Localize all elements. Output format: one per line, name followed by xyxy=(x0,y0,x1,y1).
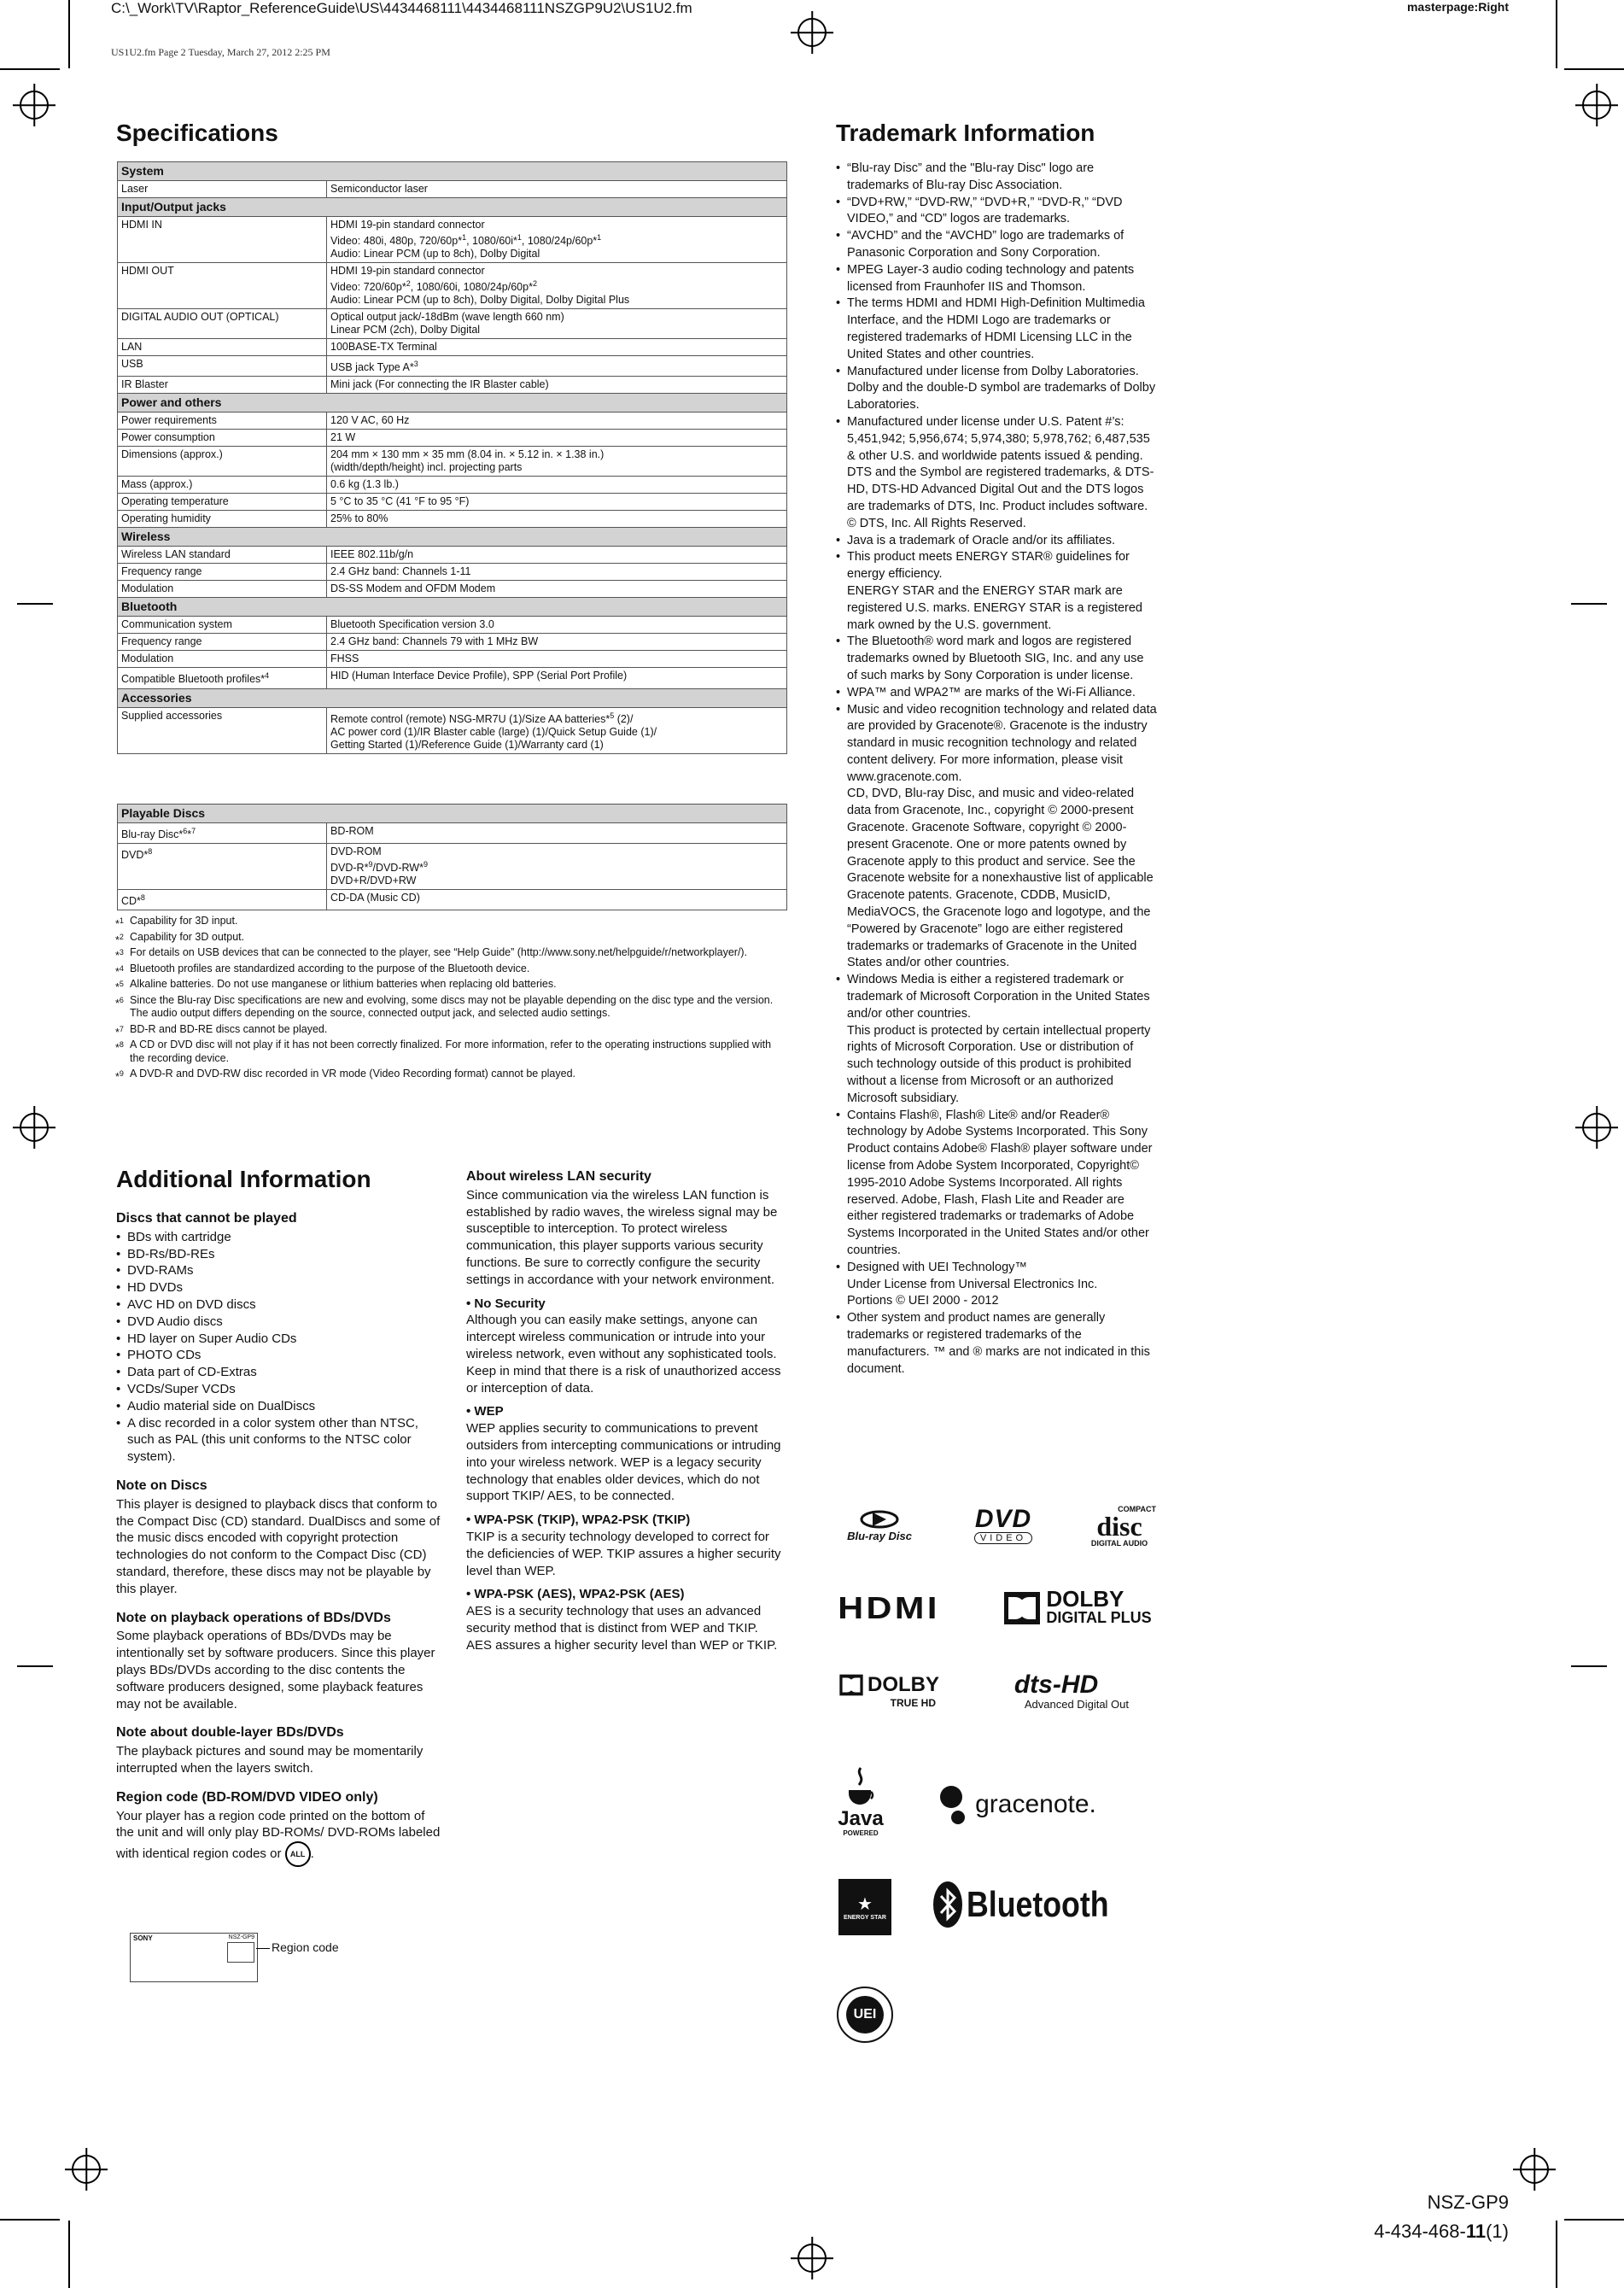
wireless-heading: About wireless LAN security xyxy=(466,1169,651,1184)
energy-star-text: ENERGY STAR xyxy=(844,1915,886,1921)
footnotes xyxy=(115,915,786,1084)
spec-label: USB xyxy=(118,356,327,377)
table-row xyxy=(118,356,787,377)
registration-mark xyxy=(797,2244,827,2273)
gracenote-logo-text: gracenote. xyxy=(975,1790,1096,1818)
registration-mark xyxy=(1582,1113,1611,1142)
java-sub-text: POWERED xyxy=(843,1829,879,1837)
section-name: Power and others xyxy=(118,394,787,413)
spec-label: IR Blaster xyxy=(118,377,327,394)
security-text: Although you can easily make settings, anyone can intercept wireless communication or intrude into your wireless network, even without any sophisticated tools. Keep in mind that there is a risk of unauthorized access or interception of data. xyxy=(466,1313,781,1396)
table-row xyxy=(118,494,787,511)
table-row xyxy=(118,564,787,581)
trademark-item: • Designed with UEI Technology™ Under License from Universal Electronics Inc. Portions © UEI 2000 - 2012 xyxy=(836,1260,1157,1310)
security-text: WEP applies security to communications to prevent outsiders from intercepting communications or intruding into your wireless network. WEP is a legacy security technology that enables older devices, which do not support TKIP/ AES, to be connected. xyxy=(466,1421,781,1504)
list-item: • HD DVDs xyxy=(116,1279,441,1296)
spec-value: Semiconductor laser xyxy=(327,181,787,198)
footnote-mark: *$^8$ xyxy=(115,1040,124,1055)
spec-value: DS-SS Modem and OFDM Modem xyxy=(327,581,787,598)
java-logo xyxy=(832,1754,890,1848)
trademark-item: • “DVD+RW,” “DVD-RW,” “DVD+R,” “DVD-R,” “DVD VIDEO,” and “CD” logos are trademarks. xyxy=(836,195,1157,229)
registration-mark xyxy=(20,1113,49,1142)
registration-mark xyxy=(1582,91,1611,120)
spec-label: Blu-ray Disc*$^6$*$^7$ xyxy=(118,823,327,844)
table-row xyxy=(118,377,787,394)
crop-mark xyxy=(1556,2221,1557,2288)
trademark-item: • Manufactured under license from Dolby Laboratories. Dolby and the double-D symbol are trademarks of Dolby Laboratories. xyxy=(836,364,1157,414)
spec-value: 2.4 GHz band: Channels 79 with 1 MHz BW xyxy=(327,634,787,651)
section-name: Wireless xyxy=(118,528,787,547)
list-item: • PHOTO CDs xyxy=(116,1347,441,1364)
trademark-item: • Other system and product names are generally trademarks or registered trademarks of the manufacturers. ™ and ® marks are not indicated in this document. xyxy=(836,1310,1157,1378)
security-item xyxy=(466,1296,786,1397)
dvd-logo-sub: VIDEO xyxy=(974,1532,1032,1544)
table-row xyxy=(118,217,787,263)
crop-mark xyxy=(68,0,70,68)
bluray-disc-icon xyxy=(860,1509,899,1530)
spec-value: HDMI 19-pin standard connector Video: 720/60p*$^2$, 1080/60i, 1080/24p/60p*$^2$ Audio: Linear PCM (up to 8ch), Dolby Digital, Dolby Digital Plus xyxy=(327,263,787,309)
dolby-truehd-logo xyxy=(833,1668,944,1714)
table-row xyxy=(118,890,787,910)
table-row xyxy=(118,263,787,309)
spec-label: DVD*$^8$ xyxy=(118,844,327,890)
side-mark xyxy=(17,1665,53,1667)
footnote-mark: *$^2$ xyxy=(115,932,124,946)
registration-mark xyxy=(20,91,49,120)
spec-value: FHSS xyxy=(327,651,787,668)
discs-heading: Discs that cannot be played xyxy=(116,1211,297,1226)
dts-logo-text: dts-HD xyxy=(1014,1670,1099,1699)
footnote-mark: *$^5$ xyxy=(115,980,124,994)
spec-label: CD*$^8$ xyxy=(118,890,327,910)
trademark-title: Trademark Information xyxy=(836,120,1095,146)
side-mark xyxy=(1571,603,1607,605)
list-item: • BDs with cartridge xyxy=(116,1229,441,1246)
security-label: • WPA-PSK (TKIP), WPA2-PSK (TKIP) xyxy=(466,1513,691,1528)
footnote: *$^9$ A DVD-R and DVD-RW disc recorded in VR mode (Video Recording format) cannot be played. xyxy=(115,1068,575,1084)
crop-mark xyxy=(0,68,60,70)
spec-label: Communication system xyxy=(118,617,327,634)
security-label: • No Security xyxy=(466,1296,546,1311)
spec-label: Power requirements xyxy=(118,413,327,430)
trademark-item: • Java is a trademark of Oracle and/or its affiliates. xyxy=(836,533,1157,550)
security-label: • WPA-PSK (AES), WPA2-PSK (AES) xyxy=(466,1587,685,1602)
footnote: *$^5$ Alkaline batteries. Do not use manganese or lithium batteries when replacing old batteries. xyxy=(115,978,557,994)
spec-label: LAN xyxy=(118,339,327,356)
table-row xyxy=(118,339,787,356)
spec-label: Modulation xyxy=(118,651,327,668)
table-row xyxy=(118,844,787,890)
trademark-list xyxy=(836,161,1157,1378)
trademark-item: • Windows Media is either a registered trademark or trademark of Microsoft Corporation in the United States and/or other countries. This product is protected by certain intellectual property rights of Microsoft Corporation. Use or distribution of such technology outside of this product is prohibited without a license from Microsoft or an authorized Microsoft subsidiary. xyxy=(836,972,1157,1107)
crop-mark xyxy=(1564,2219,1624,2221)
fm-info: US1U2.fm Page 2 Tuesday, March 27, 2012 2:25 PM xyxy=(111,46,330,58)
footnote-mark: *$^6$ xyxy=(115,995,124,1009)
security-item xyxy=(466,1403,786,1505)
spec-value: Mini jack (For connecting the IR Blaster cable) xyxy=(327,377,787,394)
region-label-box xyxy=(227,1942,254,1963)
trademark-item: • The Bluetooth® word mark and logos are registered trademarks owned by Bluetooth SIG, Inc. and any use of such marks by Sony Corporation is under license. xyxy=(836,634,1157,684)
spec-label: HDMI OUT xyxy=(118,263,327,309)
dolby-truehd-text: DOLBY xyxy=(867,1673,939,1696)
section-name: Accessories xyxy=(118,688,787,707)
spec-value: 0.6 kg (1.3 lb.) xyxy=(327,477,787,494)
spec-label: Operating humidity xyxy=(118,511,327,528)
spec-value: 21 W xyxy=(327,430,787,447)
spec-value: Remote control (remote) NSG-MR7U (1)/Size AA batteries*$^5$ (2)/ AC power cord (1)/IR Blaster cable (large) (1)/Quick Setup Guide (1)/ Getting Started (1)/Reference Guide (1)/Warranty card (1) xyxy=(327,707,787,753)
spec-value: HID (Human Interface Device Profile), SPP (Serial Port Profile) xyxy=(327,668,787,688)
dvd-logo-text: DVD xyxy=(974,1505,1032,1533)
security-text: AES is a security technology that uses an advanced security method that is distinct from WEP and TKIP. AES assures a higher security level than WEP or TKIP. xyxy=(466,1604,778,1653)
footnote: *$^7$ BD-R and BD-RE discs cannot be played. xyxy=(115,1022,328,1039)
region-leader-line xyxy=(256,1948,270,1949)
spec-label: Mass (approx.) xyxy=(118,477,327,494)
compact-disc-logo xyxy=(1083,1501,1156,1551)
table-row xyxy=(118,447,787,477)
spec-label: Compatible Bluetooth profiles*$^4$ xyxy=(118,668,327,688)
crop-mark xyxy=(1556,0,1557,68)
spec-label: Dimensions (approx.) xyxy=(118,447,327,477)
spec-value: 100BASE-TX Terminal xyxy=(327,339,787,356)
footer-code-prefix: 4-434-468- xyxy=(1374,2221,1466,2242)
spec-value: 25% to 80% xyxy=(327,511,787,528)
gracenote-icon xyxy=(936,1783,970,1826)
security-text: TKIP is a security technology developed to correct for the deficiencies of WEP. TKIP assures a higher security level than WEP. xyxy=(466,1529,781,1578)
table-row xyxy=(118,668,787,688)
table-row xyxy=(118,617,787,634)
list-item: • AVC HD on DVD discs xyxy=(116,1296,441,1314)
spec-value: CD-DA (Music CD) xyxy=(327,890,787,910)
list-item: • BD-Rs/BD-REs xyxy=(116,1246,441,1263)
spec-value: DVD-ROM DVD-R*$^9$/DVD-RW*$^9$ DVD+R/DVD+RW xyxy=(327,844,787,890)
table-row xyxy=(118,413,787,430)
spec-label: Frequency range xyxy=(118,634,327,651)
dts-sub-text: Advanced Digital Out xyxy=(1024,1697,1129,1711)
table-section-header xyxy=(118,688,787,707)
hdmi-logo-text: HDMI xyxy=(838,1590,940,1625)
footnote: *$^6$ Since the Blu-ray Disc specifications are new and evolving, some discs may not be playable depending on the disc type and the version. The audio output differs depending on the source, connected output jack, and selected audio settings. xyxy=(115,993,774,1019)
trademark-item: • MPEG Layer-3 audio coding technology and patents licensed from Fraunhofer IIS and Thomson. xyxy=(836,262,1157,296)
spec-value: Optical output jack/-18dBm (wave length 660 nm) Linear PCM (2ch), Dolby Digital xyxy=(327,309,787,339)
section-name: Input/Output jacks xyxy=(118,198,787,217)
table-row xyxy=(118,511,787,528)
registration-mark xyxy=(797,18,827,47)
bluetooth-logo xyxy=(931,1875,1136,1934)
table-row xyxy=(118,430,787,447)
crop-mark xyxy=(1564,68,1624,70)
all-region-icon: ALL xyxy=(285,1841,311,1867)
security-label: • WEP xyxy=(466,1404,504,1419)
gracenote-logo xyxy=(932,1778,1100,1831)
dts-hd-logo xyxy=(984,1667,1129,1715)
table-row xyxy=(118,707,787,753)
spec-value: IEEE 802.11b/g/n xyxy=(327,547,787,564)
energy-star-icon: ★ xyxy=(857,1895,873,1914)
dolby-top-text: DOLBY xyxy=(1046,1586,1125,1612)
spec-label: HDMI IN xyxy=(118,217,327,263)
note-playback-text: Some playback operations of BDs/DVDs may be intentionally set by software producers. Since this player plays BDs/DVDs according to the disc contents the software producers designed, some playback features may not be available. xyxy=(116,1629,435,1712)
bluray-logo-text: Blu-ray Disc xyxy=(847,1529,912,1542)
region-heading: Region code (BD-ROM/DVD VIDEO only) xyxy=(116,1789,378,1805)
footer-code-suffix: (1) xyxy=(1486,2221,1509,2242)
dolby-double-d-icon xyxy=(838,1674,864,1696)
note-discs-text: This player is designed to playback discs that conform to the Compact Disc (CD) standard. DualDiscs and some of the music discs encoded with copyright protection technologies do not conform to the Compact Disc (CD) standard, therefore, these discs may not be playable by this player. xyxy=(116,1496,441,1596)
footnote-mark: *$^3$ xyxy=(115,948,124,963)
footer-code-bold: 11 xyxy=(1465,2221,1487,2242)
bluetooth-icon xyxy=(932,1881,963,1928)
spec-label: Power consumption xyxy=(118,430,327,447)
registration-mark xyxy=(72,2155,101,2184)
footnote-mark: *$^7$ xyxy=(115,1024,124,1039)
trademark-item: • This product meets ENERGY STAR® guidelines for energy efficiency. ENERGY STAR and the ENERGY STAR mark are registered U.S. marks. ENERGY STAR is a registered mark owned by the U.S. government. xyxy=(836,549,1157,634)
java-logo-text: Java xyxy=(838,1806,884,1830)
specifications-title: Specifications xyxy=(116,120,278,146)
table-section-header xyxy=(118,528,787,547)
list-item: • DVD Audio discs xyxy=(116,1314,441,1331)
bluetooth-logo-text: Bluetooth xyxy=(967,1884,1109,1924)
region-code-illustration xyxy=(130,1933,258,1982)
trademark-item: • Music and video recognition technology and related data are provided by Gracenote®. Gracenote is the industry standard in music recognition technology and related content delivery. For more information, please visit www.gracenote.com. CD, DVD, Blu-ray Disc, and music and video-related data from Gracenote, Inc., copyright © 2000-present Gracenote. Gracenote Software, copyright © 2000-present Gracenote. One or more patents owned by Gracenote apply to this product and service. See the Gracenote website for a nonexhaustive list of applicable Gracenote patents. Gracenote, CDDB, MusicID, MediaVOCS, the Gracenote logo and logotype, and the “Powered by Gracenote” logo are either registered trademarks or trademarks of Gracenote in the United States and/or other countries. xyxy=(836,702,1157,973)
trademark-item: • “Blu-ray Disc” and the "Blu-ray Disc" logo are trademarks of Blu-ray Disc Association. xyxy=(836,161,1157,195)
table-row xyxy=(118,181,787,198)
list-item: • A disc recorded in a color system other than NTSC, such as PAL (this unit conforms to the NTSC color system). xyxy=(116,1415,441,1466)
spec-label: Operating temperature xyxy=(118,494,327,511)
footnote: *$^1$ Capability for 3D input. xyxy=(115,915,238,931)
section-name: System xyxy=(118,162,787,181)
bluray-logo xyxy=(837,1503,922,1548)
spec-value: HDMI 19-pin standard connector Video: 480i, 480p, 720/60p*$^1$, 1080/60i*$^1$, 1080/24p/60p*$^1$ Audio: Linear PCM (up to 8ch), Dolby Digital xyxy=(327,217,787,263)
table-section-header xyxy=(118,805,787,823)
trademark-item: • Contains Flash®, Flash® Lite® and/or Reader® technology by Adobe Systems Incorporated. This Sony Product contains Adobe® Flash® player software under license from Adobe System Incorporated, Copyright© 1995-2010 Adobe Systems Incorporated. All rights reserved. Adobe, Flash, Flash Lite and Reader are either registered trademarks or trademarks of Adobe Systems Incorporated in the United States and/or other countries. xyxy=(836,1108,1157,1260)
additional-info-title: Additional Information xyxy=(116,1166,371,1192)
wireless-text: Since communication via the wireless LAN function is established by radio waves, the wireless signal may be susceptible to interception. To protect wireless communication, this player supports various security functions. Be sure to correctly configure the security settings in accordance with your network environment. xyxy=(466,1187,778,1287)
spec-label: Frequency range xyxy=(118,564,327,581)
hdmi-logo xyxy=(837,1589,941,1628)
security-list xyxy=(466,1296,786,1654)
footnote: *$^3$ For details on USB devices that can be connected to the player, see “Help Guide” (http://www.sony.net/helpguide/r/networkplayer/). xyxy=(115,946,748,963)
spec-label: Laser xyxy=(118,181,327,198)
masterpage-label: masterpage:Right xyxy=(1406,0,1509,14)
note-playback-heading: Note on playback operations of BDs/DVDs xyxy=(116,1610,391,1625)
trademark-item: • WPA™ and WPA2™ are marks of the Wi-Fi Alliance. xyxy=(836,685,1157,702)
dolby-bot-text: DIGITAL PLUS xyxy=(1046,1609,1152,1626)
spec-value: 120 V AC, 60 Hz xyxy=(327,413,787,430)
crop-mark xyxy=(0,2219,60,2221)
playable-discs-table xyxy=(117,804,787,910)
table-section-header xyxy=(118,598,787,617)
additional-left-column xyxy=(116,1200,441,1867)
spec-value: 2.4 GHz band: Channels 1-11 xyxy=(327,564,787,581)
registration-mark xyxy=(1520,2155,1549,2184)
security-item xyxy=(466,1512,786,1579)
region-model: NSZ-GP9 xyxy=(228,1934,254,1940)
table-row xyxy=(118,581,787,598)
table-section-header xyxy=(118,162,787,181)
spec-value: 204 mm × 130 mm × 35 mm (8.04 in. × 5.12 in. × 1.38 in.) (width/depth/height) incl. projecting parts xyxy=(327,447,787,477)
energy-star-logo xyxy=(838,1879,891,1935)
region-text-body: Your player has a region code printed on the bottom of the unit and will only play BD-ROMs/ DVD-ROMs labeled with identical region codes or xyxy=(116,1808,441,1862)
specifications-table xyxy=(117,161,787,754)
security-item xyxy=(466,1586,786,1653)
trademark-item: • Manufactured under license under U.S. Patent #’s: 5,451,942; 5,956,674; 5,974,380; 5,978,762; 6,487,535 & other U.S. and worldwide patents issued & pending. DTS and the Symbol are registered trademarks, & DTS-HD, DTS-HD Advanced Digital Out and the DTS logos are trademarks of DTS, Inc. Product includes software. © DTS, Inc. All Rights Reserved. xyxy=(836,414,1157,533)
footer-model: NSZ-GP9 xyxy=(1427,2191,1509,2213)
trademark-item: • “AVCHD” and the “AVCHD” logo are trademarks of Panasonic Corporation and Sony Corporation. xyxy=(836,228,1157,262)
truehd-text: TRUE HD xyxy=(890,1697,936,1709)
cd-bot: DIGITAL AUDIO xyxy=(1090,1539,1148,1548)
table-row xyxy=(118,309,787,339)
region-code-label: Region code xyxy=(272,1940,339,1954)
table-row xyxy=(118,477,787,494)
region-brand: SONY xyxy=(133,1934,153,1942)
list-item: • VCDs/Super VCDs xyxy=(116,1381,441,1398)
uei-logo xyxy=(837,1987,893,2043)
cd-mid: disc xyxy=(1096,1511,1142,1542)
list-item: • HD layer on Super Audio CDs xyxy=(116,1331,441,1348)
dvd-logo xyxy=(965,1501,1042,1549)
spec-label: Wireless LAN standard xyxy=(118,547,327,564)
list-item: • DVD-RAMs xyxy=(116,1262,441,1279)
footnote: *$^8$ A CD or DVD disc will not play if it has not been correctly finalized. For more information, refer to the operating instructions supplied with the recording device. xyxy=(115,1039,772,1064)
spec-value: 5 °C to 35 °C (41 °F to 95 °F) xyxy=(327,494,787,511)
spec-value: Bluetooth Specification version 3.0 xyxy=(327,617,787,634)
footnote-mark: *$^4$ xyxy=(115,963,124,978)
footnote-mark: *$^1$ xyxy=(115,916,124,931)
spec-value: USB jack Type A*$^3$ xyxy=(327,356,787,377)
java-cup-icon xyxy=(844,1766,878,1809)
table-row xyxy=(118,823,787,844)
crop-mark xyxy=(68,2221,70,2288)
spec-label: DIGITAL AUDIO OUT (OPTICAL) xyxy=(118,309,327,339)
table-row xyxy=(118,547,787,564)
additional-right-column xyxy=(466,1168,786,1654)
cd-top: COMPACT xyxy=(1118,1505,1156,1513)
spec-label: Modulation xyxy=(118,581,327,598)
note-double-text: The playback pictures and sound may be momentarily interrupted when the layers switch. xyxy=(116,1744,424,1776)
section-name: Playable Discs xyxy=(118,805,787,823)
file-path: C:\_Work\TV\Raptor_ReferenceGuide\US\4434468111\4434468111NSZGP9U2\US1U2.fm xyxy=(111,0,692,16)
discs-list xyxy=(116,1229,441,1466)
side-mark xyxy=(17,603,53,605)
table-row xyxy=(118,651,787,668)
trademark-item: • The terms HDMI and HDMI High-Definition Multimedia Interface, and the HDMI Logo are trademarks or registered trademarks of HDMI Licensing LLC in the United States and other countries. xyxy=(836,296,1157,363)
dolby-digital-plus-logo xyxy=(992,1586,1163,1630)
table-section-header xyxy=(118,394,787,413)
region-text: Your player has a region code printed on the bottom of the unit and will only play BD-ROMs/ DVD-ROMs labeled with identical region codes or ALL . xyxy=(116,1808,441,1868)
list-item: • Audio material side on DualDiscs xyxy=(116,1398,441,1415)
spec-value: BD-ROM xyxy=(327,823,787,844)
footnote-mark: *$^9$ xyxy=(115,1069,124,1084)
dolby-double-d-icon xyxy=(1003,1591,1041,1625)
side-mark xyxy=(1571,1665,1607,1667)
list-item: • Data part of CD-Extras xyxy=(116,1364,441,1381)
table-row xyxy=(118,634,787,651)
footnote: *$^2$ Capability for 3D output. xyxy=(115,930,245,946)
table-section-header xyxy=(118,198,787,217)
footnote: *$^4$ Bluetooth profiles are standardized according to the purpose of the Bluetooth device. xyxy=(115,962,530,978)
note-double-heading: Note about double-layer BDs/DVDs xyxy=(116,1725,344,1741)
uei-logo-text: UEI xyxy=(846,1996,884,2033)
section-name: Bluetooth xyxy=(118,598,787,617)
footer-code xyxy=(1374,2221,1509,2243)
note-discs-heading: Note on Discs xyxy=(116,1478,207,1493)
spec-label: Supplied accessories xyxy=(118,707,327,753)
